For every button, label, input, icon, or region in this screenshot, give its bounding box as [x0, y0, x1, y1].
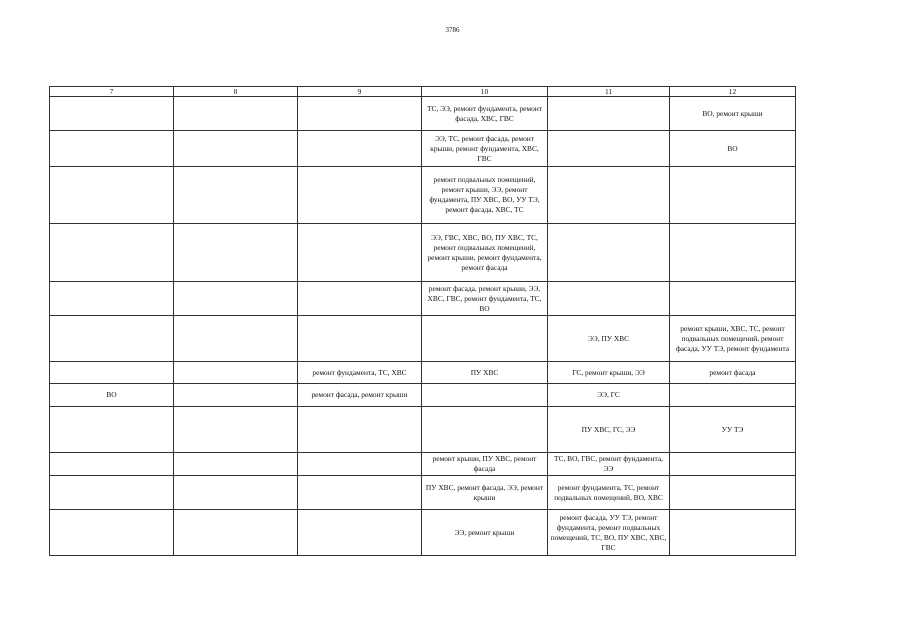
table-cell: ремонт крыши, ПУ ХВС, ремонт фасада [422, 453, 548, 476]
table-row [50, 453, 796, 476]
table-row [50, 224, 796, 282]
table-cell: ВО, ремонт крыши [670, 97, 796, 131]
table-cell [670, 224, 796, 282]
table-cell [548, 224, 670, 282]
column-header: 12 [670, 87, 796, 97]
column-header: 10 [422, 87, 548, 97]
table-cell: ЭЭ, ПУ ХВС [548, 316, 670, 362]
table-cell [298, 131, 422, 167]
table-row [50, 362, 796, 384]
table-cell [50, 407, 174, 453]
table-row [50, 316, 796, 362]
table-cell: ТС, ВО, ГВС, ремонт фундамента, ЭЭ [548, 453, 670, 476]
column-header: 8 [174, 87, 298, 97]
table-cell: ремонт фасада, ремонт крыши [298, 384, 422, 407]
table-cell [670, 384, 796, 407]
table-cell: ремонт фасада [670, 362, 796, 384]
data-table [49, 86, 796, 556]
table-row [50, 282, 796, 316]
table-cell [50, 224, 174, 282]
table-cell: ремонт фундамента, ТС, ХВС [298, 362, 422, 384]
table-cell: ремонт фасада, УУ ТЭ, ремонт фундамента, ремонт подвальных помещений, ТС, ВО, ПУ ХВС, ХВС, ГВС [548, 510, 670, 556]
column-header: 11 [548, 87, 670, 97]
table-cell: ремонт крыши, ХВС, ТС, ремонт подвальных помещений, ремонт фасада, УУ ТЭ, ремонт фундамента [670, 316, 796, 362]
table-cell [422, 407, 548, 453]
table-cell: ГС, ремонт крыши, ЭЭ [548, 362, 670, 384]
table-cell [298, 407, 422, 453]
table-cell: ПУ ХВС, ремонт фасада, ЭЭ, ремонт крыши [422, 476, 548, 510]
table-cell [298, 510, 422, 556]
table-cell [50, 510, 174, 556]
table-cell: ремонт подвальных помещений, ремонт крыши, ЭЭ, ремонт фундамента, ПУ ХВС, ВО, УУ ТЭ, ремонт фасада, ХВС, ТС [422, 167, 548, 224]
table-cell [174, 167, 298, 224]
table-cell [50, 282, 174, 316]
table-cell [670, 476, 796, 510]
table-cell: ремонт фасада, ремонт крыши, ЭЭ, ХВС, ГВС, ремонт фундамента, ТС, ВО [422, 282, 548, 316]
table-cell [298, 453, 422, 476]
table-row [50, 476, 796, 510]
table-row [50, 384, 796, 407]
table-row [50, 131, 796, 167]
table-cell [670, 453, 796, 476]
table-cell [174, 510, 298, 556]
table-cell [174, 407, 298, 453]
table-row [50, 407, 796, 453]
page-number: 3786 [445, 26, 460, 34]
table-cell: ВО [50, 384, 174, 407]
table-cell: ремонт фундамента, ТС, ремонт подвальных помещений, ВО, ХВС [548, 476, 670, 510]
table-cell [50, 476, 174, 510]
table-cell: ЭЭ, ГВС, ХВС, ВО, ПУ ХВС, ТС, ремонт подвальных помещений, ремонт крыши, ремонт фундамента, ремонт фасада [422, 224, 548, 282]
table-cell [50, 167, 174, 224]
table-cell [174, 362, 298, 384]
table-row [50, 97, 796, 131]
table-cell [174, 384, 298, 407]
table-cell: ЭЭ, ремонт крыши [422, 510, 548, 556]
table-cell [298, 476, 422, 510]
table-cell [50, 362, 174, 384]
table-cell [422, 384, 548, 407]
table-cell [548, 97, 670, 131]
table-cell [174, 453, 298, 476]
table-cell [174, 97, 298, 131]
table-cell [422, 316, 548, 362]
table-cell [298, 167, 422, 224]
header-row [50, 87, 796, 97]
column-header: 9 [298, 87, 422, 97]
table-cell [174, 316, 298, 362]
table-row [50, 510, 796, 556]
table-cell [50, 453, 174, 476]
table-row [50, 167, 796, 224]
table-cell: УУ ТЭ [670, 407, 796, 453]
table-cell: ТС, ЭЭ, ремонт фундамента, ремонт фасада, ХВС, ГВС [422, 97, 548, 131]
column-header: 7 [50, 87, 174, 97]
table-cell [50, 131, 174, 167]
table-cell [174, 224, 298, 282]
table-cell [670, 167, 796, 224]
table-cell [174, 476, 298, 510]
table-cell [50, 97, 174, 131]
table-cell [174, 282, 298, 316]
table-cell [670, 282, 796, 316]
table-cell: ЭЭ, ГС [548, 384, 670, 407]
table-cell [670, 510, 796, 556]
table-cell [548, 167, 670, 224]
table-cell: ПУ ХВС [422, 362, 548, 384]
table-cell: ЭЭ, ТС, ремонт фасада, ремонт крыши, ремонт фундамента, ХВС, ГВС [422, 131, 548, 167]
table-cell: ВО [670, 131, 796, 167]
table-cell [50, 316, 174, 362]
table-cell [548, 131, 670, 167]
table-cell [298, 224, 422, 282]
table-cell [548, 282, 670, 316]
table-cell [298, 282, 422, 316]
table-cell [174, 131, 298, 167]
table-cell: ПУ ХВС, ГС, ЭЭ [548, 407, 670, 453]
table-cell [298, 97, 422, 131]
table-cell [298, 316, 422, 362]
